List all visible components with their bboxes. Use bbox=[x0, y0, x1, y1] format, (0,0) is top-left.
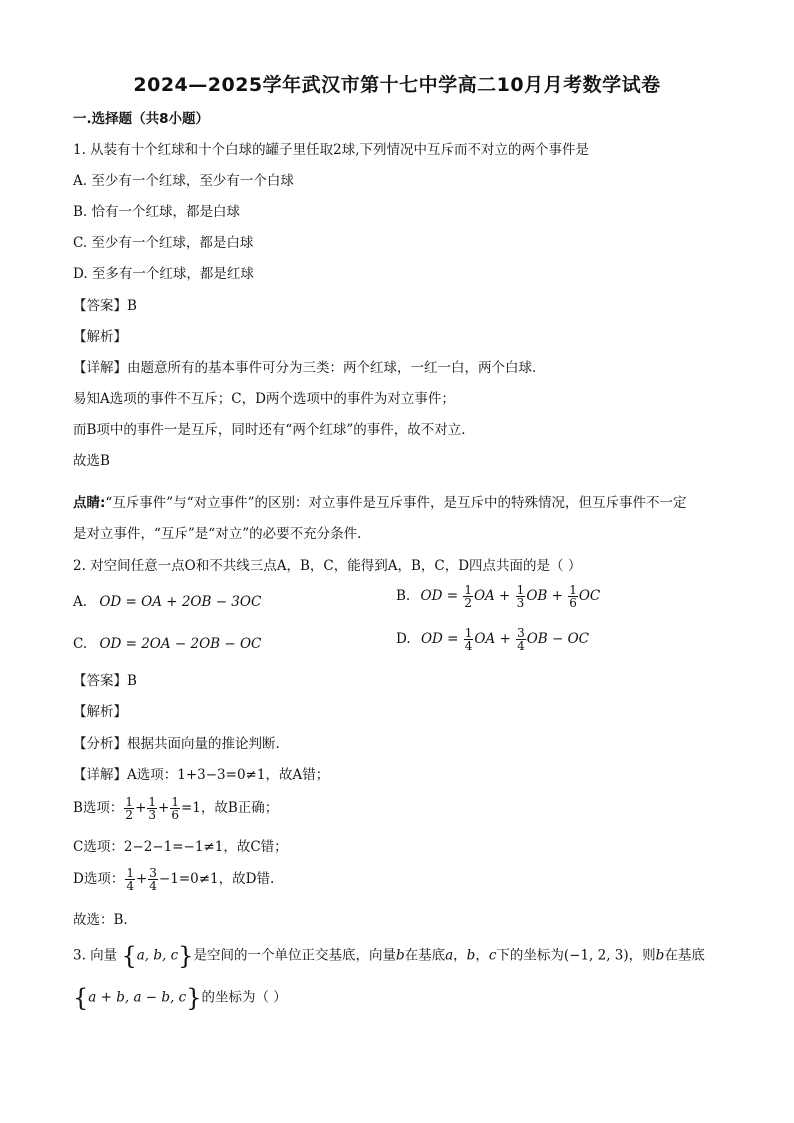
q2-d-line-suffix: −1=0≠1，故D错. bbox=[158, 871, 275, 887]
q2-option-b: B. OD = $\frac{1}{2}$ OA + $\frac{1}{3}$ OB + $\frac{1}{6}$ OC bbox=[396, 583, 601, 610]
q2-option-c-label: C. bbox=[73, 636, 88, 652]
q2-stem: 2. 对空间任意一点O和不共线三点A，B，C，能得到A，B，C，D四点共面的是（ ） bbox=[73, 558, 582, 574]
q1-point-line-2: 是对立事件，“互斥”是“对立”的必要不充分条件. bbox=[73, 526, 362, 542]
q3-line-2: {a + b, a − b, c}的坐标为（ ） bbox=[73, 984, 287, 1012]
q1-explain-2: 而B项中的事件一是互斥，同时还有“两个红球”的事件，故不对立． bbox=[73, 422, 475, 438]
q3-stem-mid: 是空间的一个单位正交基底，向量 bbox=[193, 947, 396, 964]
q2-option-b-label: B. bbox=[396, 588, 411, 604]
q1-point-label: 点睛: bbox=[73, 495, 106, 511]
q2-option-d-label: D. bbox=[396, 631, 411, 647]
q1-point-text-1: “互斥事件”与“对立事件”的区别：对立事件是互斥事件，是互斥中的特殊情况，但互斥事件不一定 bbox=[105, 495, 687, 511]
q2-choose: 故选：B. bbox=[73, 912, 128, 928]
q2-option-a bbox=[73, 594, 261, 610]
q2-fenxi: 【分析】根据共面向量的推论判断. bbox=[73, 736, 280, 752]
q2-detail: 【详解】A选项：1+3−3=0≠1，故A错； bbox=[73, 767, 330, 783]
q2-b-line-suffix: ，故B正确； bbox=[200, 800, 279, 816]
q3-stem: 3. 向量 {a, b, c}是空间的一个单位正交基底，向量b在基底a，b，c下的坐标为(−1, 2, 3)，则b在基底 bbox=[73, 942, 705, 970]
q2-option-c-expr: OD = 2OA − 2OB − OC bbox=[99, 636, 262, 652]
q2-answer: 【答案】B bbox=[73, 673, 137, 689]
q1-option-c: C. 至少有一个红球，都是白球 bbox=[73, 235, 254, 251]
q2-b-line: B选项： $\frac{1}{2}$ + $\frac{1}{3}$ + $\frac{1}{6}$ =1，故B正确； bbox=[73, 795, 279, 822]
q2-option-a-expr: OD = OA + 2OB − 3OC bbox=[99, 594, 262, 610]
q1-choose: 故选B bbox=[73, 453, 110, 469]
q2-option-c bbox=[73, 636, 261, 652]
q3-line2-end: 的坐标为（ ） bbox=[201, 989, 287, 1006]
q3-stem-mid2: 在基底 bbox=[404, 947, 446, 964]
q3-stem-prefix: 3. 向量 bbox=[73, 947, 118, 964]
q2-c-line: C选项：2−2−1=−1≠1，故C错； bbox=[73, 839, 288, 855]
q1-answer: 【答案】B bbox=[73, 298, 137, 314]
section-heading: 一.选择题（共8小题） bbox=[73, 111, 210, 127]
q1-point-line-1 bbox=[73, 494, 687, 512]
q3-stem-end: 在基底 bbox=[664, 947, 705, 964]
page-title: 2024—2025学年武汉市第十七中学高二10月月考数学试卷 bbox=[133, 74, 661, 96]
q1-detail: 【详解】由题意所有的基本事件可分为三类：两个红球，一红一白，两个白球． bbox=[73, 360, 546, 376]
q2-analysis-label: 【解析】 bbox=[73, 704, 127, 720]
q1-analysis-label: 【解析】 bbox=[73, 329, 127, 345]
q1-option-a: A. 至少有一个红球，至少有一个白球 bbox=[73, 173, 294, 189]
q1-stem: 1. 从装有十个红球和十个白球的罐子里任取2球,下列情况中互斥而不对立的两个事件是 bbox=[73, 142, 590, 158]
q2-b-line-prefix: B选项： bbox=[73, 800, 124, 816]
q2-option-d: D. OD = $\frac{1}{4}$ OA + $\frac{3}{4}$ OB − OC bbox=[396, 626, 590, 653]
q2-option-a-label: A. bbox=[73, 594, 88, 610]
q2-d-line-prefix: D选项： bbox=[73, 871, 125, 887]
q3-stem-mid3: 下的坐标为(−1, 2, 3)，则 bbox=[496, 947, 656, 964]
q1-option-b: B. 恰有一个红球，都是白球 bbox=[73, 204, 241, 220]
q2-d-line: D选项： $\frac{1}{4}$ + $\frac{3}{4}$ −1=0≠1，故D错. bbox=[73, 866, 275, 893]
q1-explain-1: 易知A选项的事件不互斥；C，D两个选项中的事件为对立事件； bbox=[73, 391, 455, 407]
q1-option-d: D. 至多有一个红球，都是红球 bbox=[73, 266, 254, 282]
